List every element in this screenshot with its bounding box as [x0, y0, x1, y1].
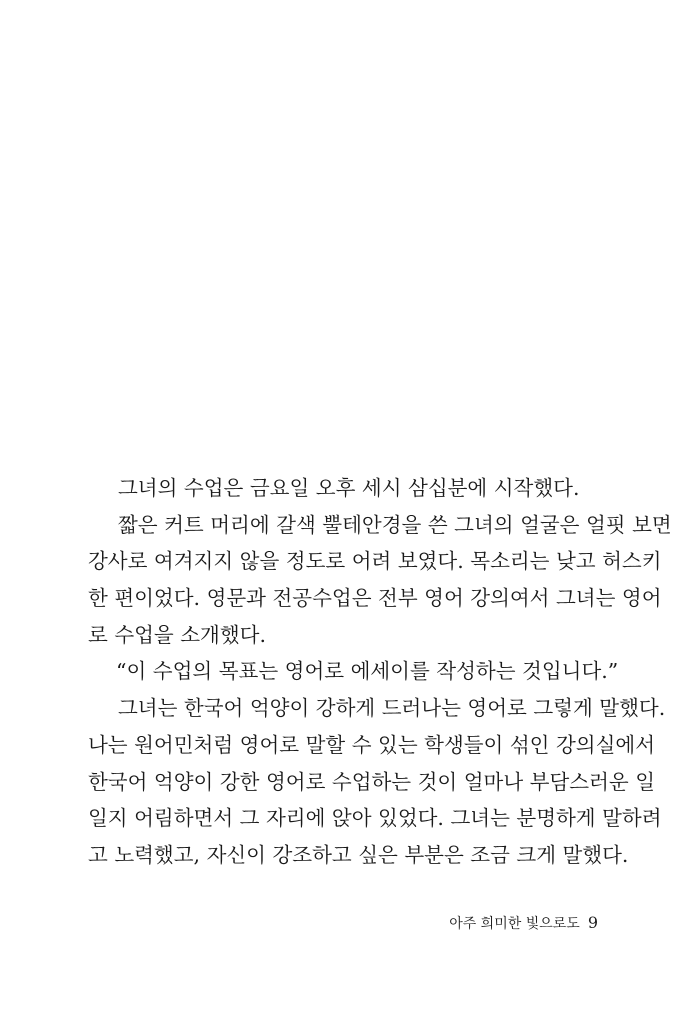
- paragraph-line: 한 편이었다. 영문과 전공수업은 전부 영어 강의여서 그녀는 영어: [88, 586, 662, 611]
- paragraph-line: 그녀는 한국어 억양이 강하게 드러나는 영어로 그렇게 말했다.: [118, 696, 666, 721]
- paragraph-line: 일지 어림하면서 그 자리에 앉아 있었다. 그녀는 분명하게 말하려: [88, 806, 662, 831]
- paragraph-line: 짧은 커트 머리에 갈색 뿔테안경을 쓴 그녀의 얼굴은 얼핏 보면: [118, 512, 672, 537]
- dialogue-line: “이 수업의 목표는 영어로 에세이를 작성하는 것입니다.”: [116, 659, 619, 684]
- running-footer: [449, 913, 598, 934]
- paragraph-line: 로 수업을 소개했다.: [88, 622, 266, 647]
- paragraph-line: 그녀의 수업은 금요일 오후 세시 삼십분에 시작했다.: [118, 476, 580, 500]
- paragraph-line: 나는 원어민처럼 영어로 말할 수 있는 학생들이 섞인 강의실에서: [88, 732, 656, 757]
- page-number: 9: [587, 913, 598, 932]
- paragraph-line: 강사로 여겨지지 않을 정도로 어려 보였다. 목소리는 낮고 허스키: [88, 549, 662, 574]
- body-text: [88, 470, 672, 874]
- book-title: 아주 희미한 빛으로도: [449, 916, 580, 932]
- paragraph-line: 고 노력했고, 자신이 강조하고 싶은 부분은 조금 크게 말했다.: [88, 842, 629, 867]
- paragraph-line: 한국어 억양이 강한 영어로 수업하는 것이 얼마나 부담스러운 일: [88, 769, 656, 794]
